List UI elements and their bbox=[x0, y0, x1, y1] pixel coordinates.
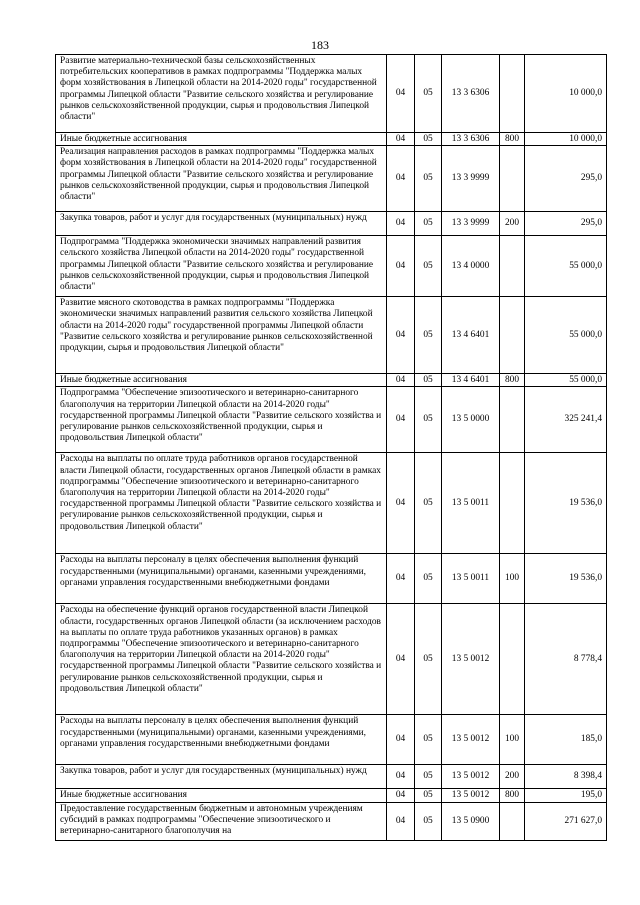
row-expense-type: 100 bbox=[500, 715, 525, 765]
row-expense-type bbox=[500, 387, 525, 453]
row-section: 04 bbox=[387, 554, 415, 604]
table-row bbox=[56, 55, 607, 133]
table-row bbox=[56, 604, 607, 715]
row-expense-type: 800 bbox=[500, 789, 525, 802]
row-description: Расходы на выплаты по оплате труда работников органов государственной власти Липецкой области, государственных органов Липецкой области в рамках подпрограммы "Обеспечение эпизоотического и ветеринарно-санитарного благополучия на территории Липецкой области на 2014-2020 годы" государственной программы Липецкой области "Развитие сельского хозяйства и регулирование рынков сельскохозяйственной продукции, сырья и продовольствия Липецкой области" bbox=[56, 453, 387, 554]
row-target-article: 13 5 0012 bbox=[442, 765, 500, 789]
row-expense-type bbox=[500, 236, 525, 297]
row-expense-type bbox=[500, 297, 525, 374]
row-target-article: 13 3 6306 bbox=[442, 55, 500, 133]
row-expense-type: 200 bbox=[500, 765, 525, 789]
row-expense-type: 100 bbox=[500, 554, 525, 604]
row-expense-type bbox=[500, 146, 525, 212]
row-section: 04 bbox=[387, 236, 415, 297]
row-subsection: 05 bbox=[415, 453, 442, 554]
row-section: 04 bbox=[387, 789, 415, 802]
row-target-article: 13 4 6401 bbox=[442, 374, 500, 387]
row-subsection: 05 bbox=[415, 133, 442, 146]
row-description: Иные бюджетные ассигнования bbox=[56, 789, 387, 802]
table-row bbox=[56, 554, 607, 604]
row-amount: 19 536,0 bbox=[525, 453, 607, 554]
row-description: Расходы на выплаты персоналу в целях обеспечения выполнения функций государственными (муниципальными) органами, казенными учреждениями, органами управления государственными внебюджетными фондами bbox=[56, 554, 387, 604]
row-section: 04 bbox=[387, 802, 415, 840]
table-row bbox=[56, 453, 607, 554]
table-row bbox=[56, 133, 607, 146]
row-target-article: 13 3 9999 bbox=[442, 146, 500, 212]
row-subsection: 05 bbox=[415, 387, 442, 453]
row-section: 04 bbox=[387, 715, 415, 765]
table-row bbox=[56, 297, 607, 374]
row-description: Иные бюджетные ассигнования bbox=[56, 374, 387, 387]
row-subsection: 05 bbox=[415, 789, 442, 802]
row-description: Подпрограмма "Обеспечение эпизоотического и ветеринарно-санитарного благополучия на территории Липецкой области на 2014-2020 годы" государственной программы Липецкой области "Развитие сельского хозяйства и регулирование рынков сельскохозяйственной продукции, сырья и продовольствия Липецкой области" bbox=[56, 387, 387, 453]
row-section: 04 bbox=[387, 212, 415, 236]
row-amount: 195,0 bbox=[525, 789, 607, 802]
row-description: Закупка товаров, работ и услуг для государственных (муниципальных) нужд bbox=[56, 212, 387, 236]
row-amount: 325 241,4 bbox=[525, 387, 607, 453]
row-subsection: 05 bbox=[415, 765, 442, 789]
budget-table bbox=[55, 54, 607, 841]
table-row bbox=[56, 236, 607, 297]
row-description: Развитие мясного скотоводства в рамках подпрограммы "Поддержка экономически значимых направлений развития сельского хозяйства Липецкой области на 2014-2020 годы" государственной программы Липецкой области "Развитие сельского хозяйства и регулирование рынков сельскохозяйственной продукции, сырья и продовольствия Липецкой области" bbox=[56, 297, 387, 374]
row-section: 04 bbox=[387, 297, 415, 374]
row-amount: 271 627,0 bbox=[525, 802, 607, 840]
row-subsection: 05 bbox=[415, 55, 442, 133]
table-row bbox=[56, 212, 607, 236]
row-section: 04 bbox=[387, 374, 415, 387]
row-target-article: 13 3 9999 bbox=[442, 212, 500, 236]
page-number: 183 bbox=[311, 38, 329, 52]
table-row bbox=[56, 715, 607, 765]
table-row bbox=[56, 374, 607, 387]
row-section: 04 bbox=[387, 55, 415, 133]
row-target-article: 13 4 0000 bbox=[442, 236, 500, 297]
row-target-article: 13 5 0012 bbox=[442, 789, 500, 802]
row-description: Предоставление государственным бюджетным и автономным учреждениям субсидий в рамках подпрограммы "Обеспечение эпизоотического и ветеринарно-санитарного благополучия на bbox=[56, 802, 387, 840]
row-section: 04 bbox=[387, 453, 415, 554]
row-description: Иные бюджетные ассигнования bbox=[56, 133, 387, 146]
row-target-article: 13 5 0012 bbox=[442, 715, 500, 765]
row-amount: 10 000,0 bbox=[525, 55, 607, 133]
row-section: 04 bbox=[387, 133, 415, 146]
row-amount: 55 000,0 bbox=[525, 297, 607, 374]
row-expense-type: 800 bbox=[500, 374, 525, 387]
table-row bbox=[56, 146, 607, 212]
row-amount: 295,0 bbox=[525, 212, 607, 236]
row-section: 04 bbox=[387, 765, 415, 789]
row-description: Расходы на обеспечение функций органов государственной власти Липецкой области, государственных органов Липецкой области (за исключением расходов на выплаты по оплате труда работников указанных органов) в рамках подпрограммы "Обеспечение эпизоотического и ветеринарно-санитарного благополучия на территории Липецкой области на 2014-2020 годы" государственной программы Липецкой области "Развитие сельского хозяйства и регулирование рынков сельскохозяйственной продукции, сырья и продовольствия Липецкой области" bbox=[56, 604, 387, 715]
row-amount: 295,0 bbox=[525, 146, 607, 212]
budget-table-body bbox=[56, 55, 607, 841]
row-description: Подпрограмма "Поддержка экономически значимых направлений развития сельского хозяйства Липецкой области на 2014-2020 годы" государственной программы Липецкой области "Развитие сельского хозяйства и регулирование рынков сельскохозяйственной продукции, сырья и продовольствия Липецкой области" bbox=[56, 236, 387, 297]
row-subsection: 05 bbox=[415, 236, 442, 297]
table-row bbox=[56, 765, 607, 789]
row-target-article: 13 5 0011 bbox=[442, 554, 500, 604]
row-amount: 55 000,0 bbox=[525, 374, 607, 387]
row-description: Реализация направления расходов в рамках подпрограммы "Поддержка малых форм хозяйствования в Липецкой области на 2014-2020 годы" государственной программы Липецкой области "Развитие сельского хозяйства и регулирование рынков сельскохозяйственной продукции, сырья и продовольствия Липецкой области" bbox=[56, 146, 387, 212]
row-subsection: 05 bbox=[415, 374, 442, 387]
row-section: 04 bbox=[387, 146, 415, 212]
row-section: 04 bbox=[387, 604, 415, 715]
row-expense-type: 200 bbox=[500, 212, 525, 236]
row-expense-type bbox=[500, 802, 525, 840]
row-target-article: 13 5 0012 bbox=[442, 604, 500, 715]
row-amount: 55 000,0 bbox=[525, 236, 607, 297]
row-target-article: 13 4 6401 bbox=[442, 297, 500, 374]
row-section: 04 bbox=[387, 387, 415, 453]
row-amount: 19 536,0 bbox=[525, 554, 607, 604]
row-description: Закупка товаров, работ и услуг для государственных (муниципальных) нужд bbox=[56, 765, 387, 789]
row-target-article: 13 5 0900 bbox=[442, 802, 500, 840]
row-subsection: 05 bbox=[415, 212, 442, 236]
row-subsection: 05 bbox=[415, 554, 442, 604]
row-expense-type bbox=[500, 453, 525, 554]
row-expense-type bbox=[500, 55, 525, 133]
row-amount: 8 778,4 bbox=[525, 604, 607, 715]
row-target-article: 13 5 0000 bbox=[442, 387, 500, 453]
row-subsection: 05 bbox=[415, 802, 442, 840]
row-amount: 185,0 bbox=[525, 715, 607, 765]
table-row bbox=[56, 789, 607, 802]
row-target-article: 13 5 0011 bbox=[442, 453, 500, 554]
row-target-article: 13 3 6306 bbox=[442, 133, 500, 146]
row-description: Расходы на выплаты персоналу в целях обеспечения выполнения функций государственными (муниципальными) органами, казенными учреждениями, органами управления государственными внебюджетными фондами bbox=[56, 715, 387, 765]
row-subsection: 05 bbox=[415, 604, 442, 715]
table-row bbox=[56, 802, 607, 840]
row-subsection: 05 bbox=[415, 715, 442, 765]
row-amount: 8 398,4 bbox=[525, 765, 607, 789]
row-description: Развитие материально-технической базы сельскохозяйственных потребительских кооперативов в рамках подпрограммы "Поддержка малых форм хозяйствования в Липецкой области на 2014-2020 годы" государственной программы Липецкой области "Развитие сельского хозяйства и регулирование рынков сельскохозяйственной продукции, сырья и продовольствия Липецкой области" bbox=[56, 55, 387, 133]
row-expense-type bbox=[500, 604, 525, 715]
row-subsection: 05 bbox=[415, 146, 442, 212]
row-subsection: 05 bbox=[415, 297, 442, 374]
table-row bbox=[56, 387, 607, 453]
row-amount: 10 000,0 bbox=[525, 133, 607, 146]
row-expense-type: 800 bbox=[500, 133, 525, 146]
